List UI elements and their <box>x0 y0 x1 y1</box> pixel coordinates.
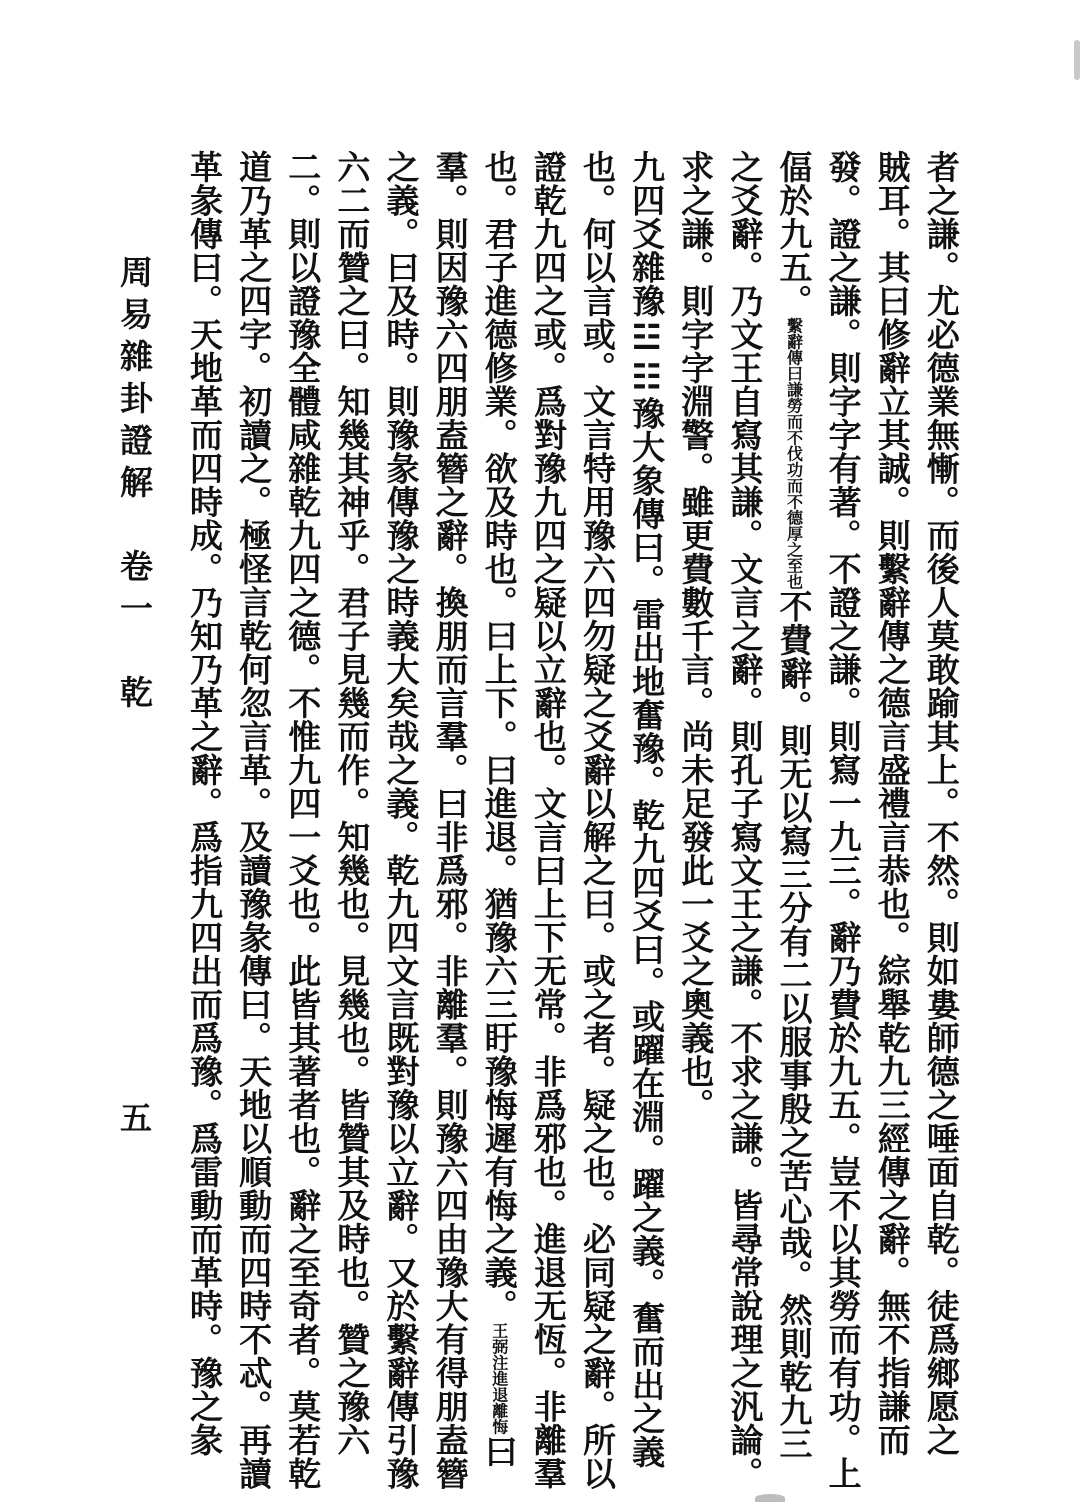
column-text: 革彖傳曰。天地革而四時成。乃知乃革之辭。爲指九四出而爲豫。爲雷動而革時。豫之彖 <box>185 150 224 1457</box>
text-column <box>676 150 714 1410</box>
column-text: 也。君子進德修業。欲及時也。曰上下。曰進退。猶豫六三盱豫悔遲有悔之義。 <box>479 150 519 1323</box>
text-column <box>872 150 912 1457</box>
text-column <box>381 150 421 1490</box>
column-text: 九四爻雜豫☳☷豫大象傳曰。雷出地奮豫。乾九四爻曰。或躍在淵。躍之義。奮而出之義 <box>627 150 667 1469</box>
page-edge-mark <box>1074 40 1080 80</box>
column-text: 也。何以言或。文言特用豫六四勿疑之爻辭以解之曰。或之者。疑之也。必同疑之辭。所以 <box>578 150 617 1490</box>
column-text: 求之謙。則字字淵警。雖更費數千言。尚未足發此一爻之奧義也。 <box>676 150 716 1122</box>
column-text: 發。證之謙。則字字有著。不證之謙。則寫一九三。辭乃費於九五。豈不以其勞而有功。上 <box>823 150 863 1490</box>
text-column <box>479 150 519 1468</box>
page-number: 五 <box>120 1099 153 1137</box>
page-margin <box>112 255 164 1455</box>
scan-smudge <box>755 1494 785 1502</box>
column-text-continued: 曰 <box>479 1434 519 1468</box>
inline-note: 繫辭傳曰謙勞而不伐功而不德厚之至也 <box>784 317 804 590</box>
text-column <box>283 150 323 1490</box>
text-column <box>332 150 372 1457</box>
column-text: 者之謙。尤必德業無慚。而後人莫敢踰其上。不然。則如婁師德之唾面自乾。徒爲鄉愿之 <box>921 150 961 1457</box>
text-column <box>921 150 961 1457</box>
text-column <box>627 150 667 1469</box>
column-text: 之爻辭。乃文王自寫其謙。文言之辭。則孔子寫文王之謙。不求之謙。皆尋常說理之汎論。 <box>725 150 765 1490</box>
column-text: 二。則以證豫全體咸雜乾九四之德。不惟九四一爻也。此皆其著者也。辭之至奇者。莫若乾 <box>283 150 323 1490</box>
text-column <box>725 150 765 1490</box>
text-column <box>234 150 274 1490</box>
main-text-block <box>185 150 961 1490</box>
running-title: 周易雜卦證解 卷一 乾 <box>115 255 154 717</box>
text-column <box>185 150 224 1457</box>
column-text: 偪於九五。 <box>774 150 814 318</box>
text-column <box>823 150 863 1490</box>
column-text: 羣。則因豫六四朋盍簪之辭。換朋而言羣。曰非爲邪。非離羣。則豫六四由豫大有得朋盍簪 <box>430 150 470 1490</box>
inline-note: 王弼注進退離悔 <box>489 1322 509 1435</box>
column-text: 賊耳。其曰修辭立其誠。則繫辭傳之德言盛禮言恭也。綜舉乾九三經傳之辭。無不指謙而 <box>872 150 912 1457</box>
column-text: 證乾九四之或。爲對豫九四之疑以立辭也。文言曰上下无常。非爲邪也。進退无恆。非離羣 <box>528 150 568 1490</box>
text-column <box>430 150 470 1490</box>
column-text-continued: 不費辭。則无以寫三分有二以服事殷之苦心哉。然則乾九三 <box>774 589 814 1461</box>
column-text: 之義。曰及時。則豫彖傳豫之時義大矣哉之義。乾九四文言既對豫以立辭。又於繫辭傳引豫 <box>381 150 421 1490</box>
text-column <box>578 150 617 1490</box>
text-column <box>528 150 568 1490</box>
column-text: 道乃革之四字。初讀之。極怪言乾何忽言革。及讀豫彖傳曰。天地以順動而四時不忒。再讀 <box>234 150 274 1490</box>
text-column <box>774 150 814 1461</box>
column-text: 六二而贊之曰。知幾其神乎。君子見幾而作。知幾也。見幾也。皆贊其及時也。贊之豫六 <box>332 150 372 1457</box>
